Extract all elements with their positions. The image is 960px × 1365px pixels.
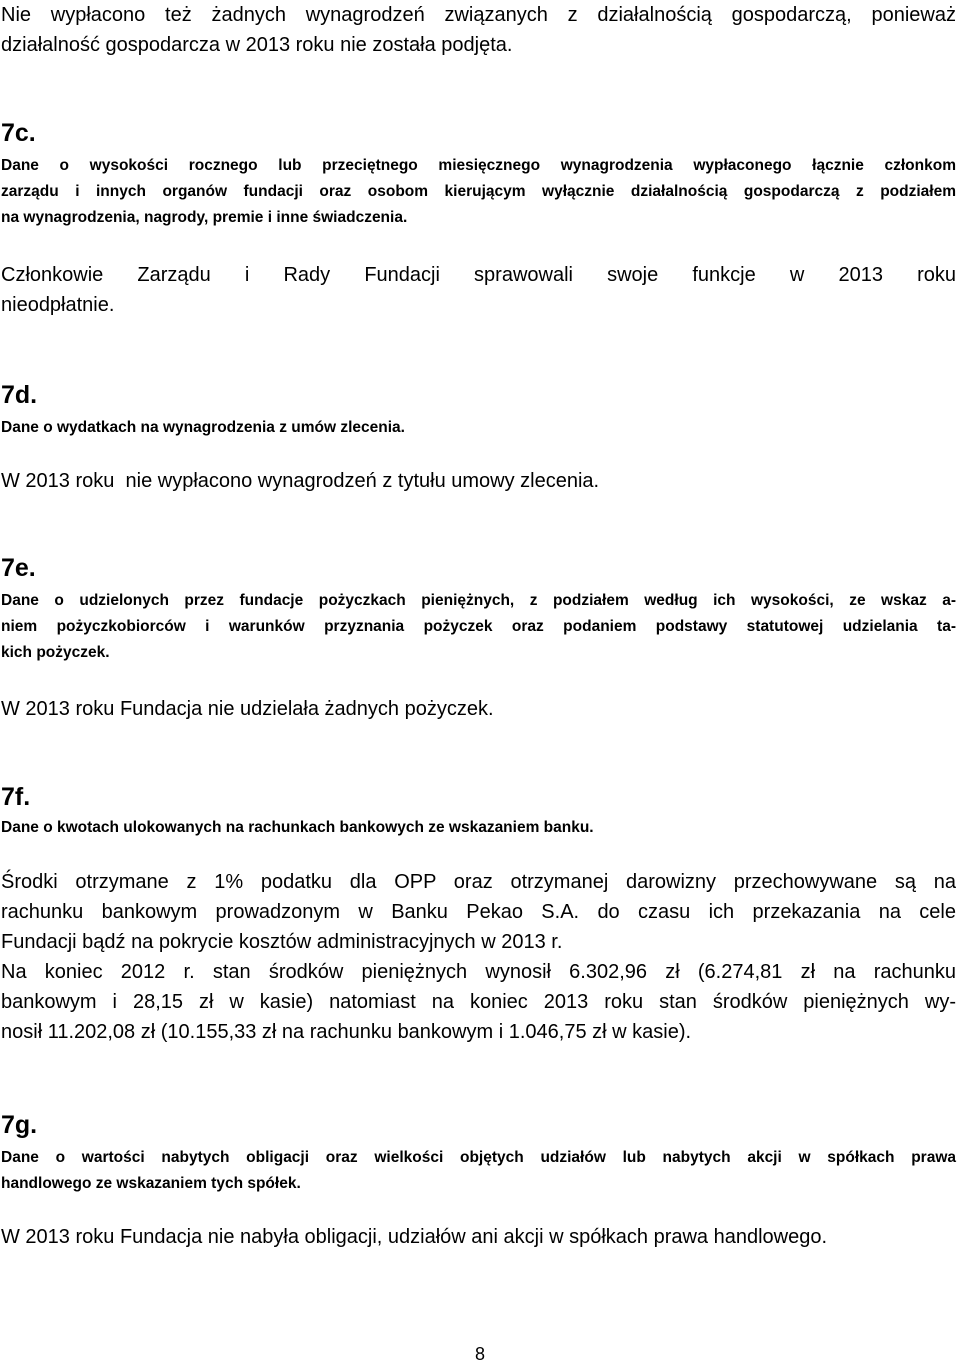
section-7e-desc-line-3: kich pożyczek. [1, 644, 110, 661]
section-7e-desc-line-1: Dane o udzielonych przez fundacje pożyczkach pieniężnych, z podziałem według ich wysokości, ze wskaz a- [1, 592, 956, 609]
section-7c-body-line-2: nieodpłatnie. [1, 294, 115, 316]
section-7f-body [1, 867, 956, 1047]
section-7f-description [1, 815, 956, 841]
section-7e-desc-line-2: niem pożyczkobiorców i warunków przyznania pożyczek oraz podaniem podstawy statutowej udzielania ta- [1, 618, 956, 635]
intro-paragraph [1, 0, 956, 60]
section-7f-heading: 7f. [1, 783, 31, 811]
section-7f-body-line-4: Na koniec 2012 r. stan środków pieniężnych wynosił 6.302,96 zł (6.274,81 zł na rachunku [1, 961, 956, 983]
section-7f-desc-line: Dane o kwotach ulokowanych na rachunkach bankowych ze wskazaniem banku. [1, 819, 594, 836]
section-7f-body-line-2: rachunku bankowym prowadzonym w Banku Pekao S.A. do czasu ich przekazania na cele [1, 901, 956, 923]
section-7g-desc-line-1: Dane o wartości nabytych obligacji oraz wielkości objętych udziałów lub nabytych akcji w spółkach prawa [1, 1149, 956, 1166]
section-7f-body-line-3: Fundacji bądź na pokrycie kosztów administracyjnych w 2013 r. [1, 931, 563, 953]
section-7d-body-line: W 2013 roku nie wypłacono wynagrodzeń z tytułu umowy zlecenia. [1, 470, 600, 492]
section-7f-body-line-1: Środki otrzymane z 1% podatku dla OPP oraz otrzymanej darowizny przechowywane są na [1, 871, 956, 893]
section-7d-desc-line: Dane o wydatkach na wynagrodzenia z umów zlecenia. [1, 419, 405, 436]
section-7c-body [1, 260, 956, 320]
section-7e-description [1, 588, 956, 666]
section-7c-desc-line-2: zarządu i innych organów fundacji oraz osobom kierującym wyłącznie działalnością gospodarczą z podziałem [1, 183, 956, 200]
page-number: 8 [474, 1344, 485, 1364]
section-7g-body [1, 1222, 956, 1252]
section-7g-desc-line-2: handlowego ze wskazaniem tych spółek. [1, 1175, 301, 1192]
section-7d-description [1, 415, 956, 441]
section-7e-heading: 7e. [1, 554, 36, 582]
section-7g-heading: 7g. [1, 1111, 38, 1139]
section-7c-desc-line-1: Dane o wysokości rocznego lub przeciętnego miesięcznego wynagrodzenia wypłaconego łącznie członkom [1, 157, 956, 174]
section-7f-body-line-5: bankowym i 28,15 zł w kasie) natomiast na koniec 2013 roku stan środków pieniężnych wy- [1, 991, 956, 1013]
section-7e-body-line: W 2013 roku Fundacja nie udzielała żadnych pożyczek. [1, 698, 494, 720]
section-7d-body [1, 466, 956, 496]
section-7c-body-line-1: Członkowie Zarządu i Rady Fundacji sprawowali swoje funkcje w 2013 roku [1, 264, 956, 286]
section-7d-heading: 7d. [1, 381, 38, 409]
intro-line-2: działalność gospodarcza w 2013 roku nie została podjęta. [1, 34, 513, 56]
section-7g-body-line: W 2013 roku Fundacja nie nabyła obligacji, udziałów ani akcji w spółkach prawa handlowego. [1, 1226, 828, 1248]
section-7c-heading: 7c. [1, 119, 36, 147]
section-7c-description [1, 153, 956, 231]
section-7c-desc-line-3: na wynagrodzenia, nagrody, premie i inne świadczenia. [1, 209, 408, 226]
section-7f-body-line-6: nosił 11.202,08 zł (10.155,33 zł na rachunku bankowym i 1.046,75 zł w kasie). [1, 1021, 692, 1043]
section-7e-body [1, 694, 956, 724]
section-7g-description [1, 1145, 956, 1197]
intro-line-1: Nie wypłacono też żadnych wynagrodzeń związanych z działalnością gospodarczą, ponieważ [1, 4, 956, 26]
